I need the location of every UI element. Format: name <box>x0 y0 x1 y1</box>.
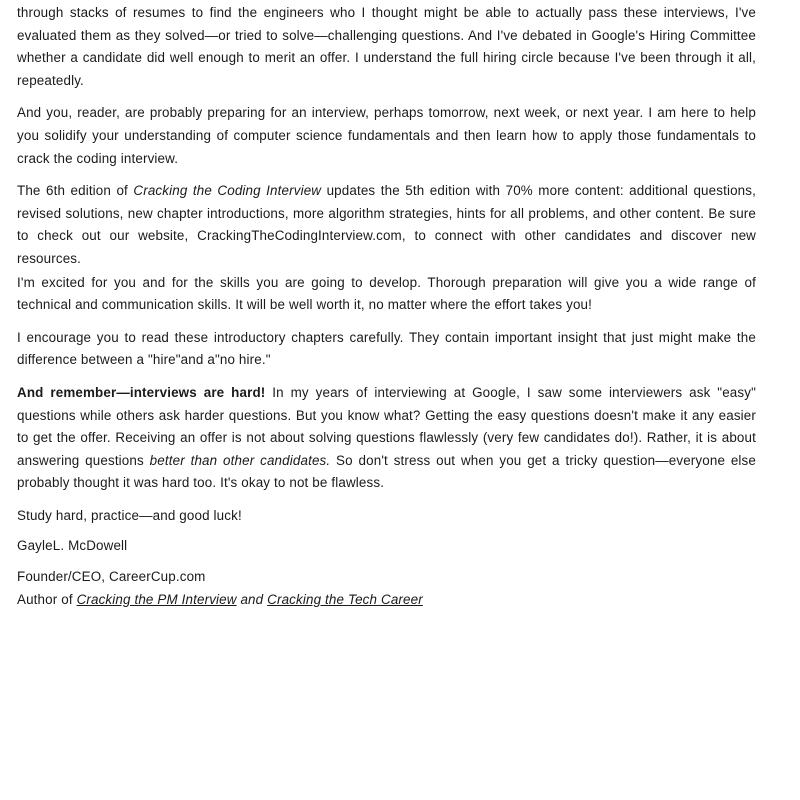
closing-line: Study hard, practice—and good luck! <box>17 507 242 523</box>
book-link-pm-interview[interactable]: Cracking the PM Interview <box>76 591 237 607</box>
signature-name: GayleL. McDowell <box>17 538 128 554</box>
sixth-edition-text-start: The 6th edition of <box>17 183 134 199</box>
interviews-hard-text-end: So don't stress out when you get a tricky question—everyone else probably thought it was hard too. It's okay to not be flawless. <box>17 452 756 491</box>
signature-author-line <box>17 589 756 612</box>
paragraph-encourage-reading: I encourage you to read these introductory chapters carefully. They contain important insight that just might make the difference between a "hire"and a"no hire." <box>17 329 756 368</box>
italic-better-than-others: better than other candidates. <box>149 452 331 468</box>
book-title-cracking-coding-interview: Cracking the Coding Interview <box>133 183 322 199</box>
paragraph-hiring-experience: through stacks of resumes to find the engineers who I thought might be able to actually pass these interviews, I've evaluated them as they solved—or tried to solve—challenging questions. And I've debated in Google's Hiring Committee whether a candidate did well enough to merit an offer. I understand the full hiring circle because I've been through it all, repeatedly. <box>17 5 756 88</box>
signature-title: Founder/CEO, CareerCup.com <box>17 569 206 585</box>
interviews-hard-text-middle: In my years of interviewing at Google, I saw some interviewers ask "easy" questions while others ask harder questions. But you know what? Getting the easy questions doesn't make it any easier to get the offer. Receiving an offer is not about solving questions flawlessly (very few candidates do!). Rather, it is about answering questions <box>17 384 756 468</box>
bold-remember-phrase: And remember—interviews are hard! <box>17 384 266 400</box>
sixth-edition-text-end: updates the 5th edition with 70% more content: additional questions, revised solutions, new chapter introductions, more algorithm strategies, hints for all problems, and other content. Be sure to check out our website, CrackingTheCodingInterview.com, to connect with other candidates and discover new resources. <box>17 183 756 266</box>
paragraph-interviews-are-hard <box>17 382 756 495</box>
paragraph-excitement: I'm excited for you and for the skills you are going to develop. Thorough preparation will give you a wide range of technical and communication skills. It will be well worth it, no matter where the effort takes you! <box>17 274 756 313</box>
paragraph-sixth-edition <box>17 180 756 270</box>
author-and-connector: and <box>236 591 268 607</box>
book-link-tech-career[interactable]: Cracking the Tech Career <box>267 591 423 607</box>
author-of-prefix: Author of <box>17 591 77 607</box>
signature-block <box>17 566 756 611</box>
paragraph-reader-preparation: And you, reader, are probably preparing for an interview, perhaps tomorrow, next week, or next year. I am here to help you solidify your understanding of computer science fundamentals and then learn how to apply those fundamentals to crack the coding interview. <box>17 105 756 166</box>
